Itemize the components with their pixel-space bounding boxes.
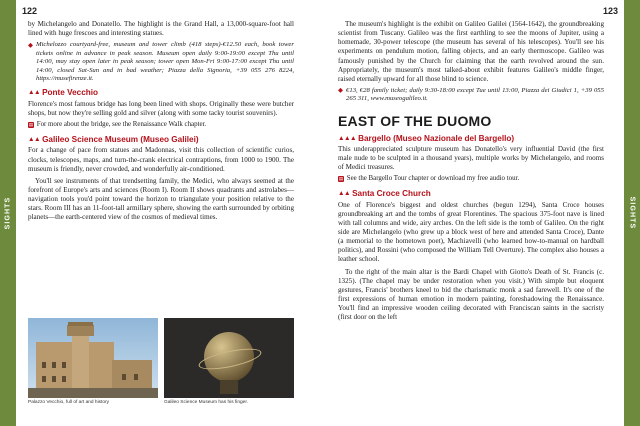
sight-title: Galileo Science Museum (Museo Galilei) <box>42 135 199 145</box>
window <box>42 376 46 382</box>
window <box>52 362 56 368</box>
palazzo-vecchio-photo <box>28 318 158 398</box>
paragraph-opening: The museum's highlight is the exhibit on Galileo Galilei (1564-1642), the groundbreaking scientist from Tuscany. Galileo was the first earthling to see the moons of Jupiter, using a homemade, 30-power telescope (the museum has several of his telescopes). You'll see his experiments on pendulum motion, falling objects, and an early thermoscope. Galileo was famously punished by the Church for claiming that the earth revolved around the sun. Appropriately, the museum's most talked-about exhibit features Galileo's middle finger, raised eternally upward for all those blind to science. <box>338 20 604 83</box>
sight-paragraph: One of Florence's biggest and oldest churches (begun 1294), Santa Croce houses groundbreaking art and the tombs of great Florentines. The spacious 375-foot nave is lined with tall columns and wide, airy arches. On the left side is the tomb of Galileo. On the right side are Michelangelo (who grew up a block west of here and attended Santa Croce), Dante (a memorial to the hometown poet), Machiavelli (who learned how-to-manual on hardball politics), and Rossini (who composed the William Tell Overture). The complex also houses a leather school. <box>338 200 604 264</box>
sight-heading-galileo-science-museum <box>28 135 294 145</box>
photo-block-palazzo-vecchio <box>28 318 158 406</box>
sphere-base <box>220 380 238 394</box>
sight-heading-ponte-vecchio <box>28 88 294 98</box>
window <box>62 376 66 382</box>
window <box>52 376 56 382</box>
cross-reference-text: See the Bargello Tour chapter or download my free audio tour. <box>346 175 520 183</box>
sidebar-tab-label-right: SIGHTS <box>628 196 636 230</box>
window <box>42 362 46 368</box>
photo-caption: Palazzo Vecchio, full of art and history <box>28 400 110 405</box>
sidebar-tab-sights-right <box>624 0 640 426</box>
rating-stars-icon: ▲▲ <box>28 89 41 97</box>
practical-info-galileo-museum <box>338 87 604 104</box>
tower-merlons <box>68 322 93 326</box>
paragraph-continued: by Michelangelo and Donatello. The highlight is the Grand Hall, a 13,000-square-foot hall lined with huge frescoes and interesting statues. <box>28 20 294 38</box>
left-page-text-column <box>28 20 294 226</box>
practical-info-text: Michelozzo courtyard-free, museum and tower climb (418 steps)-€12.50 each, book tower tickets online in advance in peak season. Museum open daily 9:00-19:00 except Thu until 14:00, may stay open later in peak season; tower open Mon-Fri 9:00-17:00 except Thu until 14:00, closed Sat-Sun and in bad weather; Piazza della Signoria, +39 055 276 8224, https://musefirenze.it. <box>36 41 294 83</box>
book-icon: ▤ <box>28 121 34 127</box>
sight-title: Santa Croce Church <box>352 189 431 199</box>
rating-stars-icon: ▲▲ <box>28 136 41 144</box>
sight-paragraph: To the right of the main altar is the Bardi Chapel with Giotto's Death of St. Francis (c. 1325). (The chapel may be under restoration when you visit.) With simple but eloquent gestures, Francis' brothers kneel to bid the charismatic monk a sad farewell. It's one of the first expressions of human emotion in modern painting, foreshadowing the Renaissance. You'll find an impressive wooden ceiling decorated with Franciscan saints in the sacristy (first door on the left <box>338 267 604 322</box>
sight-heading-bargello <box>338 134 604 144</box>
bullet-icon: ◆ <box>28 41 33 49</box>
sight-heading-santa-croce-church <box>338 189 604 199</box>
window <box>62 362 66 368</box>
galileo-museum-photo <box>164 318 294 398</box>
sight-title: Bargello (Museo Nazionale del Bargello) <box>358 133 515 143</box>
window <box>134 374 138 380</box>
cross-reference-note-ponte-vecchio <box>28 121 294 130</box>
cross-reference-note-bargello <box>338 175 604 184</box>
page-number-left: 122 <box>22 6 38 16</box>
right-page-text-column <box>338 20 604 325</box>
sight-paragraph: You'll see instruments of that trendsetting family, the Medici, who always seemed at the forefront of Europe's arts and sciences (Room I). Room II shows quadrants and astrolabes—navigation tools you'd point toward the horizon to triangulate your position relative to the stars. Room III has an 11-foot-tall armillary sphere, showing the earth surrounded by orbiting planets—the earth-centered view of the cosmos of medieval times. <box>28 176 294 222</box>
book-icon: ▤ <box>338 175 344 181</box>
sight-title: Ponte Vecchio <box>42 88 99 98</box>
photo-row <box>28 318 294 406</box>
sidebar-tab-sights-left <box>0 0 16 426</box>
window <box>122 374 126 380</box>
bullet-icon: ◆ <box>338 87 343 95</box>
practical-info-text: €13, €28 family ticket; daily 9:30-18:00 except Tue until 13:00, Piazza dei Giudici 1, +39 055 265 311, www.museogalileo.it. <box>346 86 604 103</box>
page-number-right: 123 <box>602 6 618 16</box>
sight-paragraph: This underappreciated sculpture museum has Donatello's very influential David (the first male nude to be sculpted in a thousand years), multiple works by Michelangelo, and rooms of Medici treasures. <box>338 144 604 172</box>
sidebar-tab-label-left: SIGHTS <box>4 196 12 230</box>
rating-stars-icon: ▲▲ <box>338 190 351 198</box>
sight-paragraph: For a change of pace from statues and Madonnas, visit this collection of scientific curios, clocks, telescopes, maps, and turn-the-crank electrical contraptions, from 1000 to 1900. The museum is friendly, never crowded, and wonderfully air-conditioned. <box>28 146 294 173</box>
tower-belfry <box>67 325 94 336</box>
practical-info-palazzo-vecchio <box>28 41 294 83</box>
photo-block-galileo-museum <box>164 318 294 406</box>
piazza-foreground <box>28 388 158 398</box>
sight-paragraph: Florence's most famous bridge has long been lined with shops. Originally these were butcher shops, but now they're selling gold and silver (along with some tacky tourist souvenirs). <box>28 99 294 117</box>
cross-reference-text: For more about the bridge, see the Renaissance Walk chapter. <box>36 121 207 129</box>
photo-caption: Galileo Science Museum has his finger. <box>164 400 248 405</box>
section-heading-east-of-the-duomo: EAST OF THE DUOMO <box>338 112 492 129</box>
rating-stars-icon: ▲▲▲ <box>338 134 357 142</box>
